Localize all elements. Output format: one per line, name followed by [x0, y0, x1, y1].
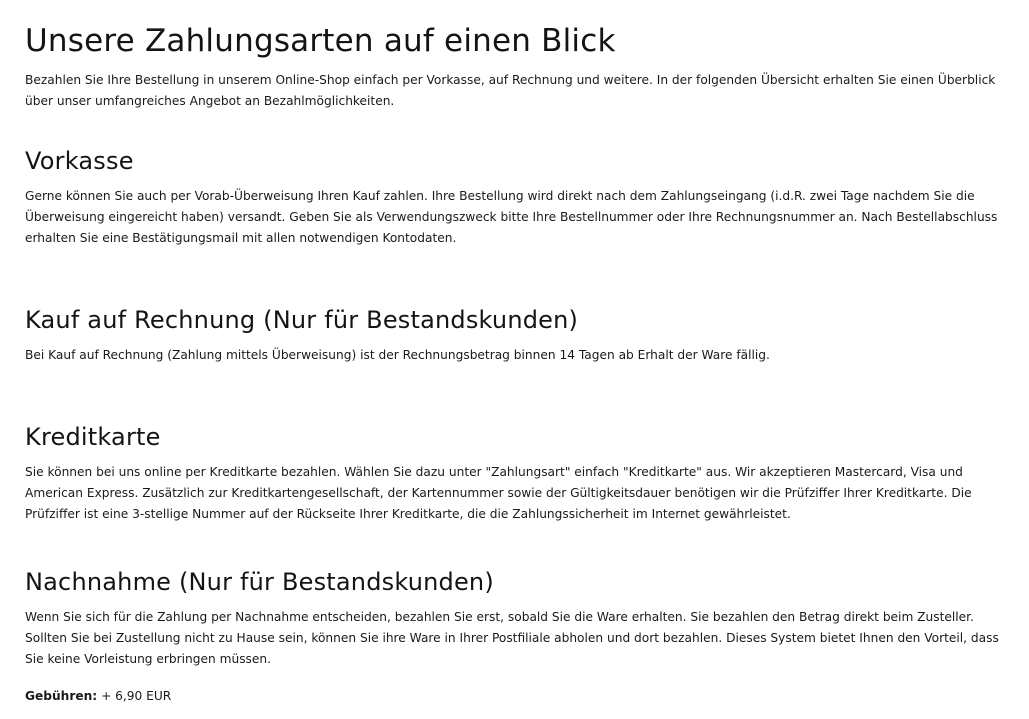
- fee-line: [25, 686, 1010, 707]
- section-heading-vorkasse: Vorkasse: [25, 147, 134, 175]
- section-heading-kreditkarte: Kreditkarte: [25, 423, 161, 451]
- fee-value: + 6,90 EUR: [101, 689, 172, 703]
- section-text-nachnahme: Wenn Sie sich für die Zahlung per Nachnahme entscheiden, bezahlen Sie erst, sobald Sie die Ware erhalten. Sie bezahlen den Betrag direkt beim Zusteller. Sollten Sie bei Zustellung nicht zu Hause sein, können Sie ihre Ware in Ihrer Postfiliale abholen und dort bezahlen. Dieses System bietet Ihnen den Vorteil, dass Sie keine Vorleistung erbringen müssen.: [25, 610, 999, 666]
- intro-text: Bezahlen Sie Ihre Bestellung in unserem Online-Shop einfach per Vorkasse, auf Rechnung und weitere. In der folgenden Übersicht erhalten Sie einen Überblick über unser umfangreiches Angebot an Bezahlmöglichkeiten.: [25, 73, 996, 108]
- section-text-rechnung: Bei Kauf auf Rechnung (Zahlung mittels Überweisung) ist der Rechnungsbetrag binnen 14 Tagen ab Erhalt der Ware fällig.: [25, 348, 770, 362]
- section-heading-rechnung: Kauf auf Rechnung (Nur für Bestandskunden): [25, 306, 579, 334]
- fee-label: Gebühren:: [25, 689, 98, 703]
- section-text-vorkasse: Gerne können Sie auch per Vorab-Überweisung Ihren Kauf zahlen. Ihre Bestellung wird direkt nach dem Zahlungseingang (i.d.R. zwei Tage nachdem Sie die Überweisung eingereicht haben) versandt. Geben Sie als Verwendungszweck bitte Ihre Bestellnummer oder Ihre Rechnungsnummer an. Nach Bestellabschluss erhalten Sie eine Bestätigungsmail mit allen notwendigen Kontodaten.: [25, 189, 998, 245]
- section-text-kreditkarte: Sie können bei uns online per Kreditkarte bezahlen. Wählen Sie dazu unter "Zahlungsart" einfach "Kreditkarte" aus. Wir akzeptieren Mastercard, Visa und American Express. Zusätzlich zur Kreditkartengesellschaft, der Kartennummer sowie der Gültigkeitsdauer benötigen wir die Prüfziffer Ihrer Kreditkarte. Die Prüfziffer ist eine 3-stellige Nummer auf der Rückseite Ihrer Kreditkarte, die die Zahlungssicherheit im Internet gewährleistet.: [25, 465, 972, 521]
- section-heading-nachnahme: Nachnahme (Nur für Bestandskunden): [25, 568, 494, 596]
- page-title: Unsere Zahlungsarten auf einen Blick: [25, 23, 616, 59]
